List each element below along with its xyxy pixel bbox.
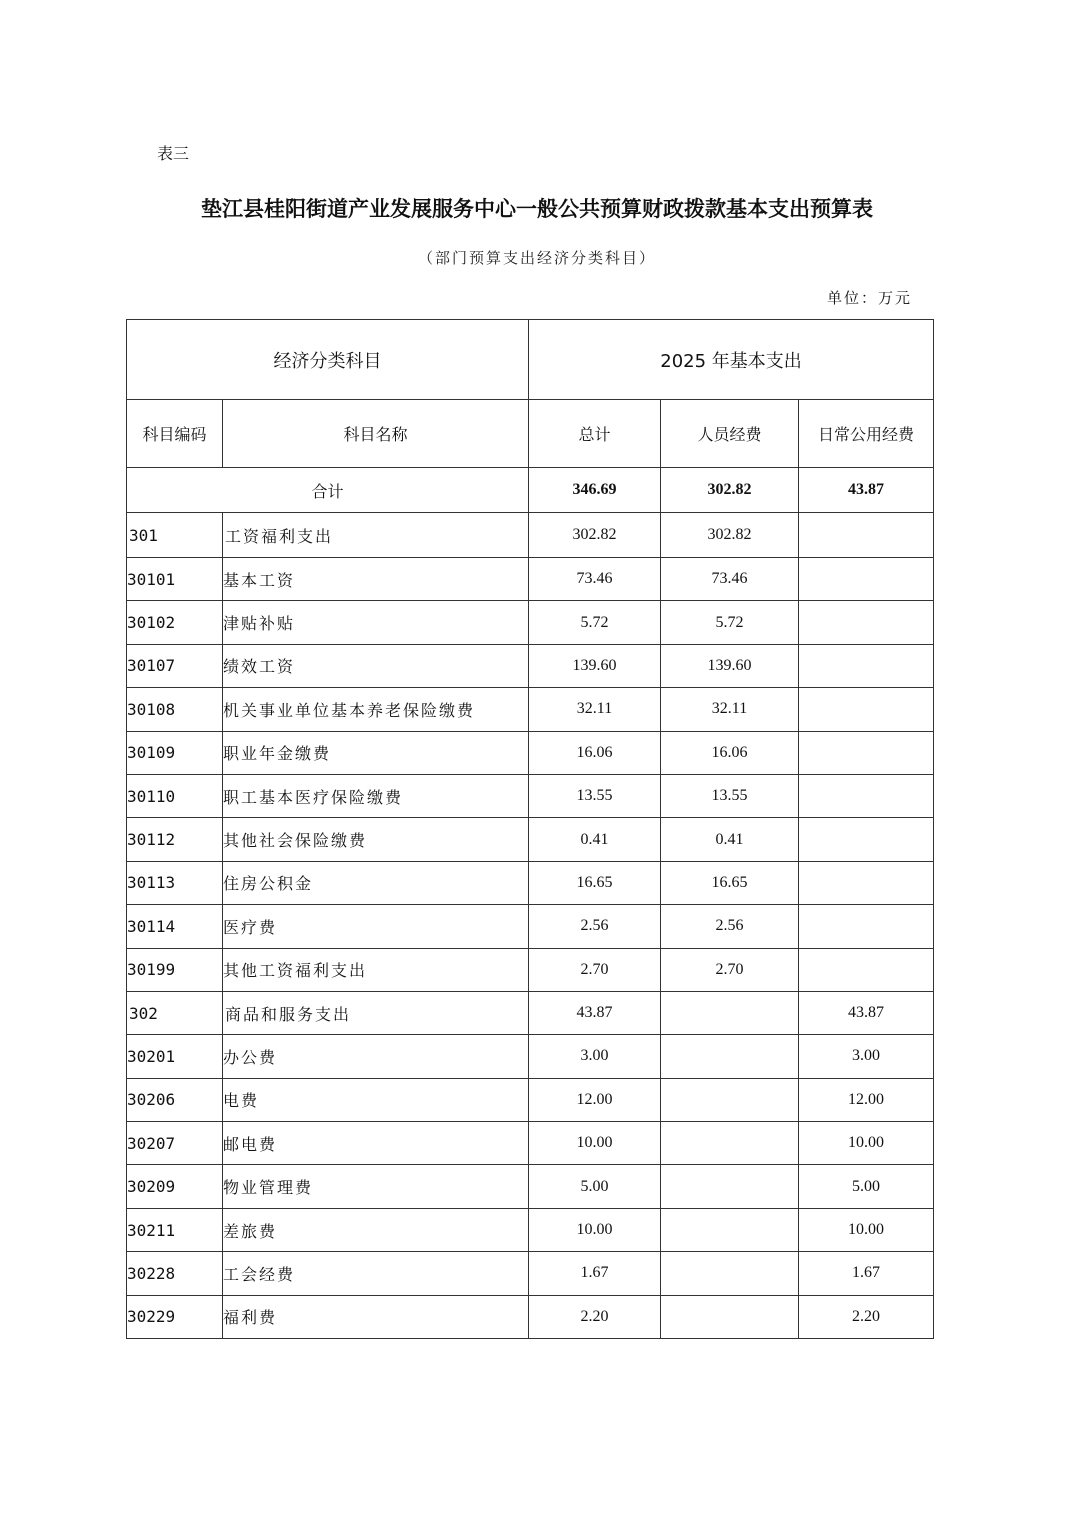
total-cell: 3.00 bbox=[529, 1035, 661, 1078]
total-cell: 12.00 bbox=[529, 1078, 661, 1121]
public-cell: 10.00 bbox=[799, 1122, 934, 1165]
public-cell bbox=[799, 905, 934, 948]
total-public: 43.87 bbox=[799, 468, 934, 513]
personnel-cell: 32.11 bbox=[661, 688, 799, 731]
public-cell bbox=[799, 688, 934, 731]
subject-name-cell: 商品和服务支出 bbox=[223, 991, 529, 1034]
personnel-cell: 16.65 bbox=[661, 861, 799, 904]
subject-code-cell: 30110 bbox=[127, 774, 223, 817]
personnel-cell bbox=[661, 1208, 799, 1251]
subject-code-cell: 30201 bbox=[127, 1035, 223, 1078]
personnel-cell bbox=[661, 991, 799, 1034]
total-sum: 346.69 bbox=[529, 468, 661, 513]
subject-code-cell: 30108 bbox=[127, 688, 223, 731]
header-public-expenses: 日常公用经费 bbox=[799, 400, 934, 468]
total-cell: 73.46 bbox=[529, 558, 661, 601]
table-row bbox=[127, 1295, 934, 1338]
total-cell: 2.56 bbox=[529, 905, 661, 948]
public-cell: 2.20 bbox=[799, 1295, 934, 1338]
public-cell: 43.87 bbox=[799, 991, 934, 1034]
subject-name-cell: 物业管理费 bbox=[223, 1165, 529, 1208]
subject-name-cell: 工会经费 bbox=[223, 1252, 529, 1295]
public-cell: 5.00 bbox=[799, 1165, 934, 1208]
personnel-cell bbox=[661, 1035, 799, 1078]
header-subject-name: 科目名称 bbox=[223, 400, 529, 468]
subject-name-cell: 邮电费 bbox=[223, 1122, 529, 1165]
table-row bbox=[127, 948, 934, 991]
table-row bbox=[127, 731, 934, 774]
personnel-cell bbox=[661, 1165, 799, 1208]
subject-code-cell: 30102 bbox=[127, 601, 223, 644]
header-subject-code: 科目编码 bbox=[127, 400, 223, 468]
table-row bbox=[127, 774, 934, 817]
subject-code-cell: 30207 bbox=[127, 1122, 223, 1165]
personnel-cell bbox=[661, 1122, 799, 1165]
header-row-group bbox=[127, 320, 934, 400]
public-cell: 1.67 bbox=[799, 1252, 934, 1295]
subject-name-cell: 住房公积金 bbox=[223, 861, 529, 904]
public-cell bbox=[799, 774, 934, 817]
subject-code-cell: 301 bbox=[127, 513, 223, 558]
personnel-cell: 13.55 bbox=[661, 774, 799, 817]
total-cell: 5.72 bbox=[529, 601, 661, 644]
subject-name-cell: 绩效工资 bbox=[223, 644, 529, 687]
public-cell bbox=[799, 601, 934, 644]
public-cell bbox=[799, 948, 934, 991]
total-cell: 2.20 bbox=[529, 1295, 661, 1338]
subject-name-cell: 办公费 bbox=[223, 1035, 529, 1078]
total-cell: 16.06 bbox=[529, 731, 661, 774]
table-row bbox=[127, 644, 934, 687]
subject-name-cell: 工资福利支出 bbox=[223, 513, 529, 558]
subject-code-cell: 30107 bbox=[127, 644, 223, 687]
header-row-columns bbox=[127, 400, 934, 468]
table-row bbox=[127, 861, 934, 904]
total-cell: 10.00 bbox=[529, 1208, 661, 1251]
table-row bbox=[127, 1122, 934, 1165]
subject-code-cell: 30101 bbox=[127, 558, 223, 601]
public-cell: 12.00 bbox=[799, 1078, 934, 1121]
public-cell: 10.00 bbox=[799, 1208, 934, 1251]
subject-code-cell: 30211 bbox=[127, 1208, 223, 1251]
table-row bbox=[127, 1208, 934, 1251]
subject-code-cell: 30112 bbox=[127, 818, 223, 861]
table-row bbox=[127, 1252, 934, 1295]
subject-code-cell: 30199 bbox=[127, 948, 223, 991]
header-total: 总计 bbox=[529, 400, 661, 468]
subject-code-cell: 30229 bbox=[127, 1295, 223, 1338]
public-cell bbox=[799, 513, 934, 558]
table-row bbox=[127, 1078, 934, 1121]
table-row bbox=[127, 905, 934, 948]
subject-name-cell: 职业年金缴费 bbox=[223, 731, 529, 774]
subject-name-cell: 机关事业单位基本养老保险缴费 bbox=[223, 688, 529, 731]
total-cell: 139.60 bbox=[529, 644, 661, 687]
subject-name-cell: 职工基本医疗保险缴费 bbox=[223, 774, 529, 817]
public-cell bbox=[799, 861, 934, 904]
header-personnel-expenses: 人员经费 bbox=[661, 400, 799, 468]
personnel-cell bbox=[661, 1078, 799, 1121]
table-row bbox=[127, 1165, 934, 1208]
subject-code-cell: 302 bbox=[127, 991, 223, 1034]
total-row bbox=[127, 468, 934, 513]
subject-name-cell: 基本工资 bbox=[223, 558, 529, 601]
personnel-cell: 0.41 bbox=[661, 818, 799, 861]
personnel-cell: 302.82 bbox=[661, 513, 799, 558]
subject-name-cell: 电费 bbox=[223, 1078, 529, 1121]
total-cell: 13.55 bbox=[529, 774, 661, 817]
personnel-cell: 139.60 bbox=[661, 644, 799, 687]
total-cell: 10.00 bbox=[529, 1122, 661, 1165]
budget-table bbox=[126, 319, 934, 1339]
table-number-label: 表三 bbox=[157, 144, 190, 163]
personnel-cell bbox=[661, 1295, 799, 1338]
subject-name-cell: 津贴补贴 bbox=[223, 601, 529, 644]
subject-code-cell: 30228 bbox=[127, 1252, 223, 1295]
table-row bbox=[127, 513, 934, 558]
total-personnel: 302.82 bbox=[661, 468, 799, 513]
document-subtitle: （部门预算支出经济分类科目） bbox=[417, 249, 656, 267]
table-row bbox=[127, 818, 934, 861]
personnel-cell: 73.46 bbox=[661, 558, 799, 601]
table-row bbox=[127, 601, 934, 644]
total-cell: 43.87 bbox=[529, 991, 661, 1034]
subject-name-cell: 其他工资福利支出 bbox=[223, 948, 529, 991]
total-label: 合计 bbox=[127, 468, 529, 513]
header-year-basic-expenditure: 2025 年基本支出 bbox=[529, 320, 934, 400]
total-cell: 1.67 bbox=[529, 1252, 661, 1295]
public-cell bbox=[799, 731, 934, 774]
personnel-cell bbox=[661, 1252, 799, 1295]
personnel-cell: 16.06 bbox=[661, 731, 799, 774]
personnel-cell: 2.70 bbox=[661, 948, 799, 991]
subject-code-cell: 30209 bbox=[127, 1165, 223, 1208]
total-cell: 302.82 bbox=[529, 513, 661, 558]
subject-name-cell: 其他社会保险缴费 bbox=[223, 818, 529, 861]
total-cell: 32.11 bbox=[529, 688, 661, 731]
public-cell bbox=[799, 818, 934, 861]
subject-name-cell: 医疗费 bbox=[223, 905, 529, 948]
total-cell: 2.70 bbox=[529, 948, 661, 991]
unit-label: 单位：万元 bbox=[826, 289, 912, 307]
table-row bbox=[127, 688, 934, 731]
total-cell: 0.41 bbox=[529, 818, 661, 861]
public-cell bbox=[799, 644, 934, 687]
personnel-cell: 2.56 bbox=[661, 905, 799, 948]
subject-code-cell: 30113 bbox=[127, 861, 223, 904]
subject-name-cell: 差旅费 bbox=[223, 1208, 529, 1251]
total-cell: 5.00 bbox=[529, 1165, 661, 1208]
table-row bbox=[127, 1035, 934, 1078]
subject-code-cell: 30109 bbox=[127, 731, 223, 774]
public-cell bbox=[799, 558, 934, 601]
personnel-cell: 5.72 bbox=[661, 601, 799, 644]
table-row bbox=[127, 991, 934, 1034]
public-cell: 3.00 bbox=[799, 1035, 934, 1078]
total-cell: 16.65 bbox=[529, 861, 661, 904]
document-title: 垫江县桂阳街道产业发展服务中心一般公共预算财政拨款基本支出预算表 bbox=[201, 196, 873, 221]
subject-code-cell: 30206 bbox=[127, 1078, 223, 1121]
table-row bbox=[127, 558, 934, 601]
subject-code-cell: 30114 bbox=[127, 905, 223, 948]
header-econ-category: 经济分类科目 bbox=[127, 320, 529, 400]
subject-name-cell: 福利费 bbox=[223, 1295, 529, 1338]
